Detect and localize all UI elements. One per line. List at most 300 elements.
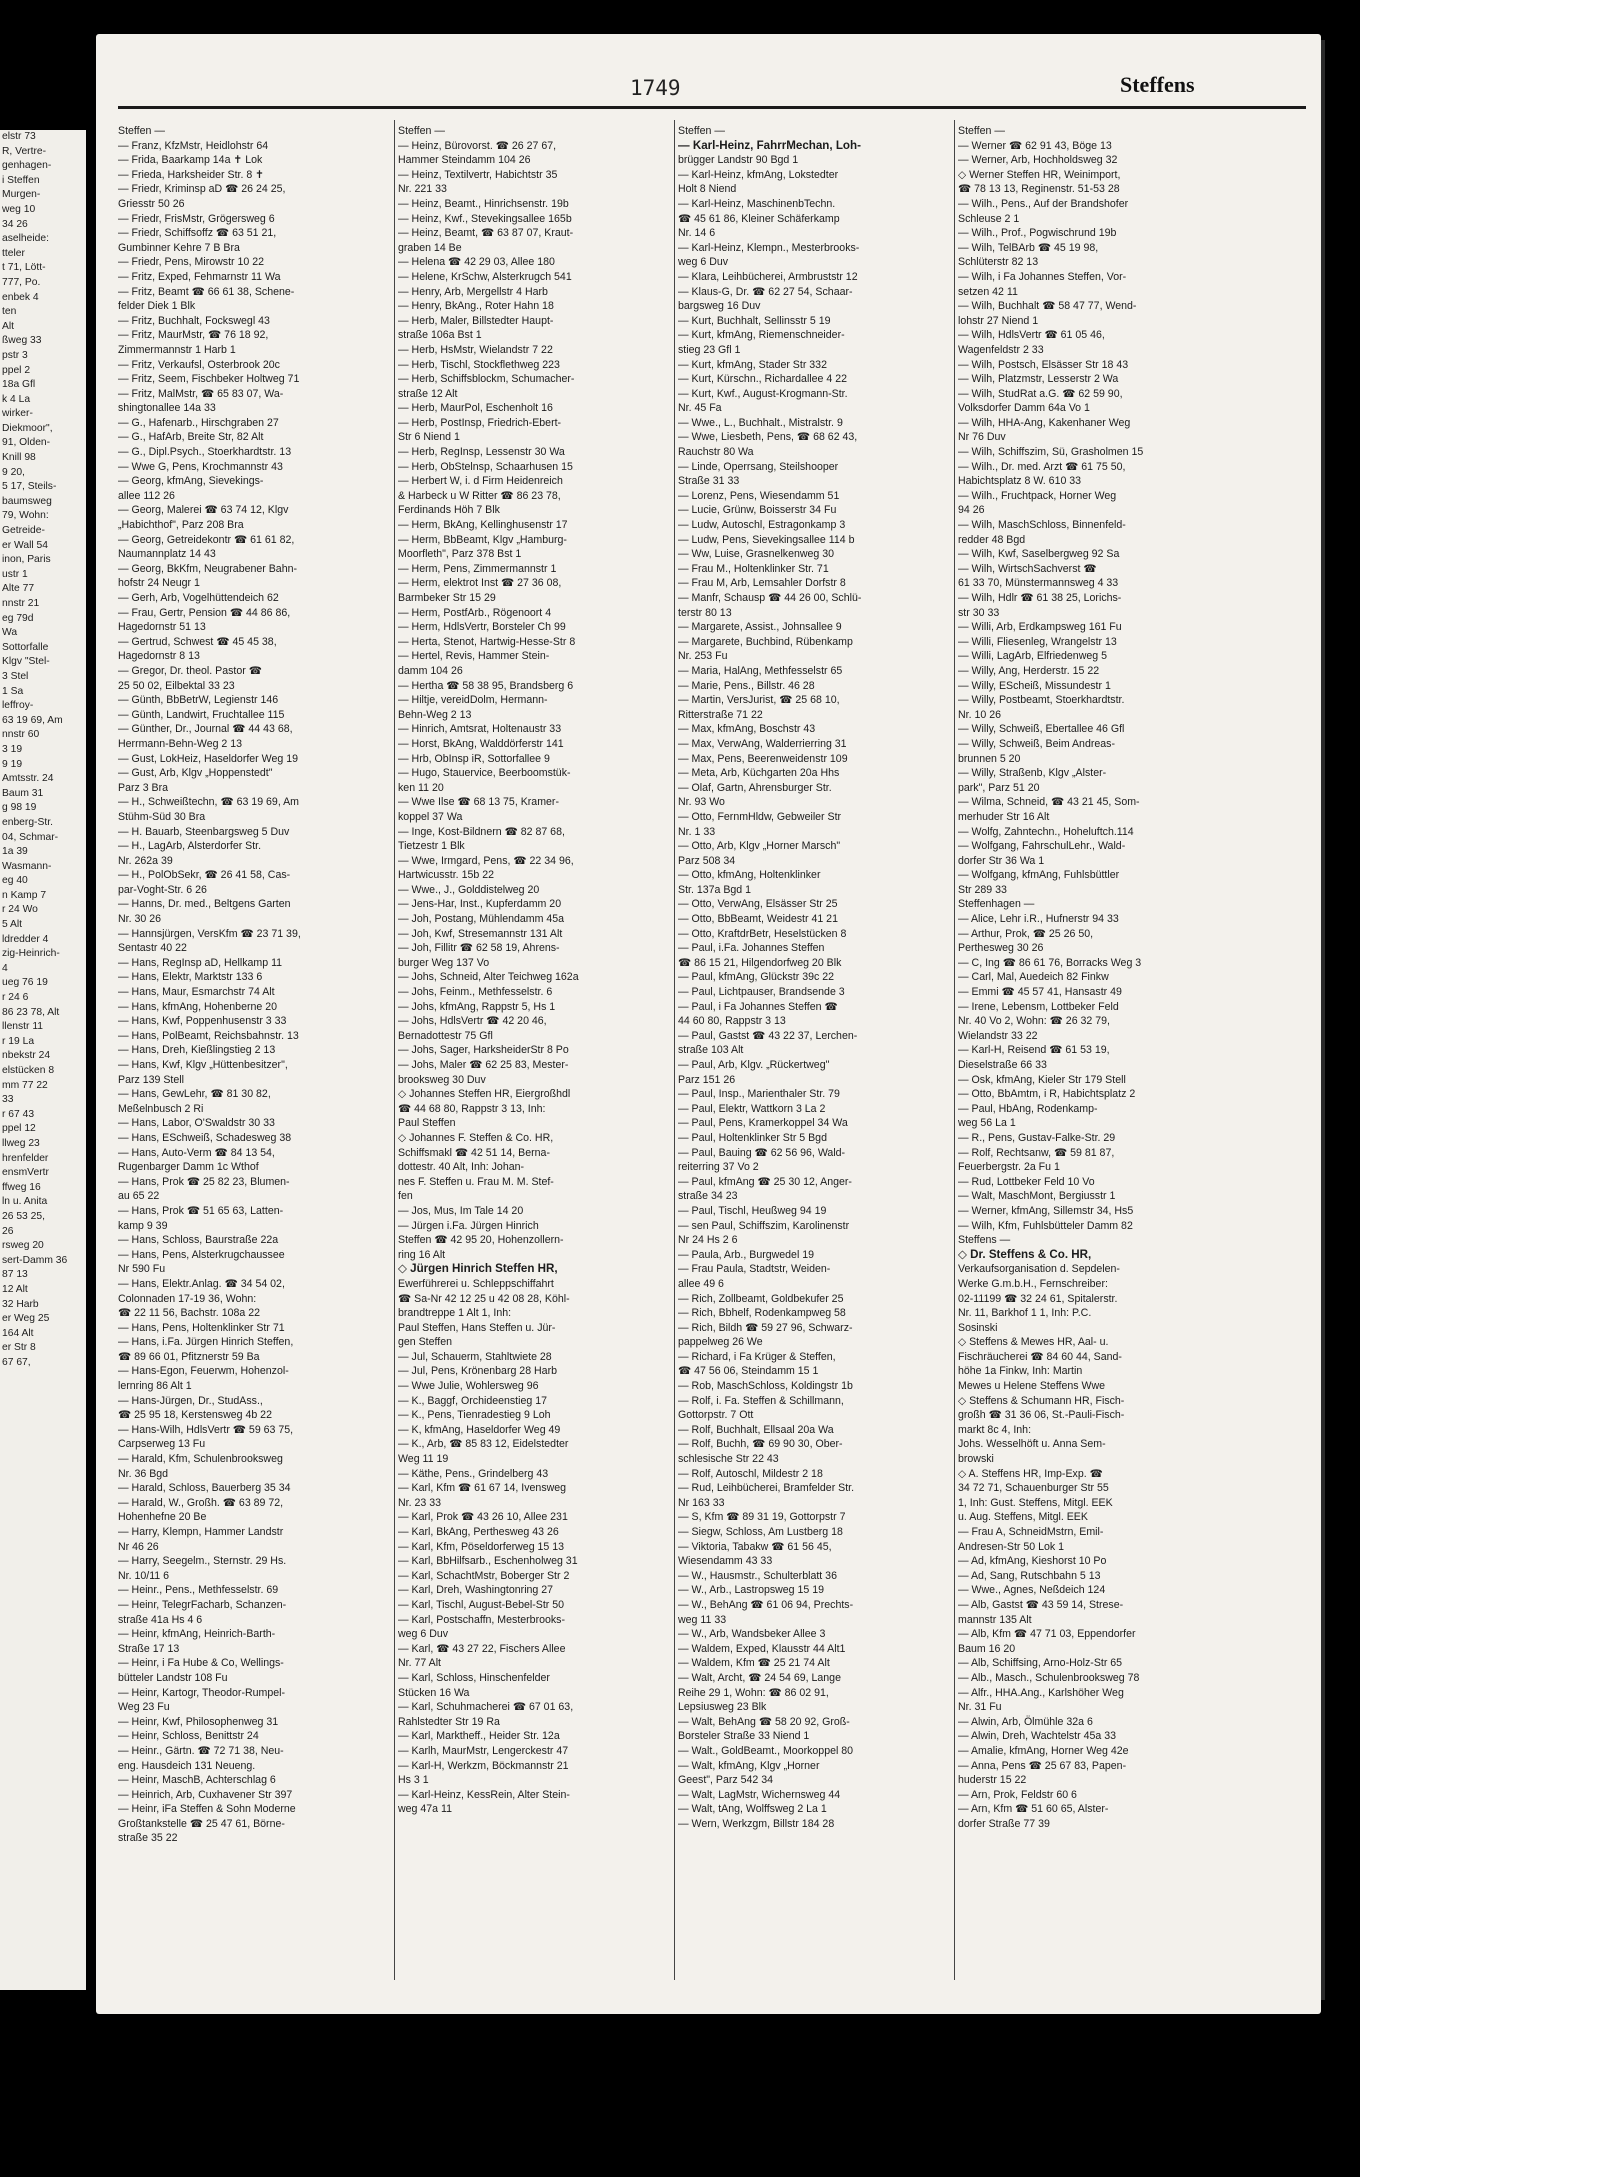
directory-entry: — Wilh, HHA-Ang, Kakenhaner Weg — [958, 416, 1131, 429]
fragment-line: ten — [2, 306, 17, 318]
directory-entry: ☎ 89 66 01, Pfitznerstr 59 Ba — [118, 1350, 260, 1363]
directory-entry: — Waldem, Kfm ☎ 25 21 74 Alt — [678, 1657, 830, 1670]
directory-entry: Werke G.m.b.H., Fernschreiber: — [958, 1277, 1108, 1290]
directory-entry: straße 34 23 — [678, 1190, 738, 1203]
directory-column-2 — [398, 124, 672, 1984]
directory-entry: — Johs, Sager, HarksheiderStr 8 Po — [398, 1044, 569, 1057]
directory-entry: — Herm, elektrot Inst ☎ 27 36 08, — [398, 577, 562, 590]
fragment-line: er Wall 54 — [2, 539, 48, 551]
directory-entry: — Paul, kfmAng ☎ 25 30 12, Anger- — [678, 1175, 852, 1188]
directory-entry: — Jul, Schauerm, Stahltwiete 28 — [398, 1350, 552, 1363]
directory-entry: — Hans, RegInsp aD, Hellkamp 11 — [118, 956, 283, 969]
fragment-line: leffroy- — [2, 700, 34, 712]
fragment-line: nnstr 21 — [2, 598, 40, 609]
directory-entry: Volksdorfer Damm 64a Vo 1 — [958, 402, 1090, 415]
directory-entry: — Wwe Ilse ☎ 68 13 75, Kramer- — [398, 796, 559, 809]
directory-entry: — Hrb, ObInsp iR, Sottorfallee 9 — [398, 752, 550, 765]
directory-entry: — W., Arb, Wandsbeker Allee 3 — [678, 1628, 826, 1641]
directory-entry: — Jul, Pens, Krönenbarg 28 Harb — [398, 1365, 557, 1378]
directory-entry: — Carl, Mal, Auedeich 82 Finkw — [958, 971, 1109, 984]
directory-entry: pappelweg 26 We — [678, 1336, 763, 1349]
fragment-line: mm 77 22 — [2, 1079, 48, 1091]
directory-entry: koppel 37 Wa — [398, 810, 463, 823]
directory-entry: Schlüterstr 82 13 — [958, 256, 1039, 269]
directory-entry: — Willy, Schweiß, Beim Andreas- — [958, 737, 1115, 750]
directory-entry: — Frida, Baarkamp 14a ✝ Lok — [118, 154, 263, 167]
directory-entry: — S, Kfm ☎ 89 31 19, Gottorpstr 7 — [678, 1511, 846, 1524]
fragment-line: Wa — [2, 627, 18, 639]
directory-entry: bütteler Landstr 108 Fu — [118, 1671, 228, 1684]
fragment-line: t 71, Lött- — [2, 262, 46, 274]
fragment-line: enbek 4 — [2, 291, 39, 303]
directory-entry: — Karl, Schloss, Hinschenfelder — [398, 1671, 550, 1684]
directory-entry: — Walt, Archt, ☎ 24 54 69, Lange — [678, 1671, 841, 1684]
directory-entry: ☎ 45 61 86, Kleiner Schäferkamp — [678, 212, 840, 225]
directory-entry: — Hans, i.Fa. Jürgen Hinrich Steffen, — [118, 1336, 294, 1349]
directory-entry: — Arn, Prok, Feldstr 60 6 — [958, 1788, 1077, 1801]
directory-entry: — Paul, Arb, Klgv. „Rückertweg" — [678, 1059, 830, 1071]
directory-entry: — Otto, BbAmtm, i R, Habichtsplatz 2 — [958, 1088, 1136, 1101]
directory-entry: — G., HafArb, Breite Str, 82 Alt — [118, 431, 264, 444]
fragment-line: 34 26 — [2, 218, 28, 230]
directory-entry: — Fritz, Beamt ☎ 66 61 38, Schene- — [118, 285, 295, 298]
directory-entry: — Karl, Prok ☎ 43 26 10, Allee 231 — [398, 1511, 568, 1524]
directory-entry: — Wilh, Hdlr ☎ 61 38 25, Lorichs- — [958, 592, 1122, 604]
directory-entry: — Kurt, kfmAng, Stader Str 332 — [678, 358, 827, 371]
directory-entry: — Anna, Pens ☎ 25 67 83, Papen- — [958, 1759, 1127, 1772]
directory-entry: Verkaufsorganisation d. Sepdelen- — [958, 1263, 1120, 1276]
directory-entry: — Ad, Sang, Rutschbahn 5 13 — [958, 1569, 1101, 1582]
fragment-line: r 24 Wo — [2, 904, 38, 916]
directory-entry: — Marie, Pens., Billstr. 46 28 — [678, 679, 815, 692]
directory-entry: — Walt, kfmAng, Klgv „Horner — [678, 1759, 820, 1772]
directory-entry: — Heinz, Beamt, ☎ 63 87 07, Kraut- — [398, 227, 574, 240]
directory-entry: — Paul, Pens, Kramerkoppel 34 Wa — [678, 1117, 848, 1130]
directory-entry: — Hans, PolBeamt, Reichsbahnstr. 13 — [118, 1029, 299, 1042]
directory-entry: — Frau Paula, Stadtstr, Weiden- — [678, 1263, 831, 1276]
directory-entry: Hartwicusstr. 15b 22 — [398, 869, 494, 882]
directory-entry: — Willy, EScheiß, Missundestr 1 — [958, 679, 1111, 692]
fragment-line: ffweg 16 — [2, 1181, 41, 1193]
fragment-line: 67 67, — [2, 1356, 31, 1368]
fragment-line: inon, Paris — [2, 554, 51, 566]
directory-entry: — Maria, HalAng, Methfesselstr 65 — [678, 664, 843, 677]
directory-entry: — Paul, Bauing ☎ 62 56 96, Wald- — [678, 1146, 846, 1159]
directory-entry: redder 48 Bgd — [958, 533, 1026, 546]
directory-entry: — Helena ☎ 42 29 03, Allee 180 — [398, 256, 555, 269]
directory-entry: dorfer Straße 77 39 — [958, 1817, 1050, 1830]
directory-entry: kamp 9 39 — [118, 1219, 168, 1232]
directory-entry: — Friedr, Pens, Mirowstr 10 22 — [118, 256, 265, 269]
directory-entry: Wiesendamm 43 33 — [678, 1555, 773, 1568]
directory-entry: „Habichthof", Parz 208 Bra — [118, 519, 244, 532]
directory-entry: — Wilh., Prof., Pogwischrund 19b — [958, 227, 1117, 240]
directory-entry: Stücken 16 Wa — [398, 1686, 470, 1699]
directory-entry: Schiffsmakl ☎ 42 51 14, Berna- — [398, 1146, 550, 1159]
directory-entry: — Henry, BkAng., Roter Hahn 18 — [398, 300, 554, 313]
directory-entry: Reihe 29 1, Wohn: ☎ 86 02 91, — [678, 1686, 829, 1699]
directory-entry: — Harald, Kfm, Schulenbrooksweg — [118, 1453, 283, 1466]
directory-entry: — Harald, W., Großh. ☎ 63 89 72, — [118, 1496, 284, 1509]
directory-entry: — Waldem, Exped, Klausstr 44 Alt1 — [678, 1642, 846, 1655]
directory-entry: — K., Pens, Tienradestieg 9 Loh — [398, 1409, 551, 1422]
directory-entry: Baum 16 20 — [958, 1642, 1016, 1655]
directory-entry: — Herm, Pens, Zimmermannstr 1 — [398, 562, 557, 575]
fragment-line: er Str 8 — [2, 1342, 36, 1354]
directory-entry: Meßelnbusch 2 Ri — [118, 1102, 204, 1115]
fragment-line: k 4 La — [2, 393, 31, 405]
directory-entry: — Walt, LagMstr, Wichernsweg 44 — [678, 1788, 841, 1801]
previous-page-fragment — [0, 130, 86, 1990]
directory-entry: — Frieda, Harksheider Str. 8 ✝ — [118, 168, 265, 181]
directory-entry: — Hans, Kwf, Klgv „Hüttenbesitzer", — [118, 1059, 288, 1071]
directory-entry: — Georg, Malerei ☎ 63 74 12, Klgv — [118, 504, 289, 517]
directory-entry: — Willy, Postbeamt, Stoerkhardtstr. — [958, 694, 1125, 707]
directory-entry: — Amalie, kfmAng, Horner Weg 42e — [958, 1744, 1129, 1757]
directory-entry: Nr 163 33 — [678, 1496, 725, 1509]
directory-entry: — Hans, Schloss, Baurstraße 22a — [118, 1234, 279, 1247]
directory-entry: — Hans, Prok ☎ 51 65 63, Latten- — [118, 1204, 284, 1217]
directory-entry: — Fritz, Exped, Fehmarnstr 11 Wa — [118, 270, 281, 283]
fragment-line: 63 19 69, Am — [2, 714, 63, 726]
directory-entry: — Werner, Arb, Hochholdsweg 32 — [958, 154, 1118, 167]
directory-entry: Ewerführerei u. Schleppschiffahrt — [398, 1277, 554, 1290]
fragment-line: llweg 23 — [2, 1137, 40, 1149]
directory-entry: — Friedr, Schiffsoffz ☎ 63 51 21, — [118, 227, 277, 240]
directory-entry: — Karl, SchachtMstr, Boberger Str 2 — [398, 1569, 570, 1582]
directory-entry: — Gertrud, Schwest ☎ 45 45 38, — [118, 635, 277, 648]
running-head: Steffens — [1120, 72, 1195, 97]
directory-entry: — Georg, Getreidekontr ☎ 61 61 82, — [118, 533, 295, 546]
directory-entry: ◇ A. Steffens HR, Imp-Exp. ☎ — [958, 1467, 1103, 1480]
directory-entry: — H. Bauarb, Steenbargsweg 5 Duv — [118, 825, 290, 838]
directory-entry: — Georg, BkKfm, Neugrabener Bahn- — [118, 562, 298, 575]
directory-entry: Hagedornstr 8 13 — [118, 650, 200, 663]
directory-entry: Tietzestr 1 Blk — [398, 840, 465, 853]
fragment-line: Alt — [2, 320, 15, 332]
directory-entry: Paul Steffen, Hans Steffen u. Jür- — [398, 1321, 556, 1334]
directory-entry: huderstr 15 22 — [958, 1774, 1027, 1787]
directory-entry: Weg 11 19 — [398, 1453, 449, 1466]
directory-entry: — Klara, Leihbücherei, Armbruststr 12 — [678, 270, 858, 283]
directory-entry: — Rich, Zollbeamt, Goldbekufer 25 — [678, 1292, 844, 1305]
directory-entry: par-Voght-Str. 6 26 — [118, 883, 207, 896]
directory-entry: Str. 137a Bgd 1 — [678, 883, 752, 896]
directory-entry: — Wwe., L., Buchhalt., Mistralstr. 9 — [678, 416, 843, 429]
directory-entry: — Paul, Holtenklinker Str 5 Bgd — [678, 1131, 827, 1144]
fragment-line: elstr 73 — [2, 131, 36, 142]
directory-entry: — Herb, HsMstr, Wielandstr 7 22 — [398, 343, 553, 356]
directory-entry: — Rolf, Buchh, ☎ 69 90 30, Ober- — [678, 1438, 843, 1451]
directory-entry: — Lucie, Grünw, Boisserstr 34 Fu — [678, 504, 837, 517]
directory-entry: Andresen-Str 50 Lok 1 — [958, 1540, 1064, 1553]
directory-entry: ☎ 47 56 06, Steindamm 15 1 — [678, 1365, 819, 1378]
directory-entry: Nr. 77 Alt — [398, 1657, 441, 1670]
directory-entry: straße 35 22 — [118, 1832, 178, 1845]
directory-entry: — Olaf, Gartn, Ahrensburger Str. — [678, 781, 832, 794]
fragment-line: aselheide: — [2, 233, 49, 245]
directory-entry: — Karl-Heinz, kfmAng, Lokstedter — [678, 168, 839, 181]
directory-entry: — Heinr, MaschB, Achterschlag 6 — [118, 1774, 276, 1787]
directory-entry: 34 72 71, Schauenburger Str 55 — [958, 1482, 1109, 1495]
directory-entry: ☎ 44 68 80, Rappstr 3 13, Inh: — [398, 1102, 546, 1115]
fragment-line: 87 13 — [2, 1269, 28, 1281]
directory-entry: — Gerh, Arb, Vogelhüttendeich 62 — [118, 592, 279, 604]
fragment-line: ppel 2 — [2, 364, 31, 376]
directory-entry: Gottorpstr. 7 Ott — [678, 1409, 754, 1422]
directory-entry: Nr 76 Duv — [958, 431, 1006, 444]
directory-entry: — Heinr, Schloss, Benittstr 24 — [118, 1730, 259, 1743]
fragment-line: 26 53 25, — [2, 1210, 45, 1222]
directory-entry: Nr. 10 26 — [958, 708, 1001, 721]
directory-entry: — Johs, HdlsVertr ☎ 42 20 46, — [398, 1015, 547, 1028]
directory-entry: — Karl-Heinz, Klempn., Mesterbrooks- — [678, 241, 860, 254]
directory-column-3 — [678, 124, 952, 1984]
directory-entry: — Fritz, Verkaufsl, Osterbrook 20c — [118, 358, 280, 371]
directory-entry: — Wilh, Kwf, Saselbergweg 92 Sa — [958, 548, 1120, 561]
column-divider — [674, 120, 675, 1980]
directory-entry: — Willi, Arb, Erdkampsweg 161 Fu — [958, 621, 1122, 634]
directory-entry: — Wilh., Fruchtpack, Horner Weg — [958, 489, 1117, 502]
directory-entry: Str 289 33 — [958, 883, 1007, 896]
directory-entry: — Wilh, Schiffszim, Sü, Grasholmen 15 — [958, 446, 1144, 459]
directory-entry: Nr. 45 Fa — [678, 402, 722, 415]
directory-entry: — Hanns, Dr. med., Beltgens Garten — [118, 898, 291, 911]
directory-entry: — Johs, kfmAng, Rappstr 5, Hs 1 — [398, 1000, 556, 1013]
directory-entry: schlesische Str 22 43 — [678, 1453, 779, 1466]
directory-entry: — Kurt, kfmAng, Riemenschneider- — [678, 329, 845, 342]
directory-entry: — Heinr, TelegrFacharb, Schanzen- — [118, 1598, 287, 1611]
directory-entry: — Rud, Lottbeker Feld 10 Vo — [958, 1175, 1095, 1188]
directory-entry: — Otto, FernmHldw, Gebweiler Str — [678, 810, 842, 823]
directory-entry: Nr. 1 33 — [678, 825, 716, 838]
directory-entry: Gumbinner Kehre 7 B Bra — [118, 241, 240, 254]
directory-entry: — Hertha ☎ 58 38 95, Brandsberg 6 — [398, 679, 574, 692]
directory-entry: — Frau A, SchneidMstrn, Emil- — [958, 1526, 1104, 1538]
directory-entry: — Jürgen i.Fa. Jürgen Hinrich — [398, 1219, 539, 1232]
directory-entry: — W., BehAng ☎ 61 06 94, Prechts- — [678, 1598, 854, 1611]
directory-entry: ◇ Johannes F. Steffen & Co. HR, — [398, 1131, 554, 1144]
directory-entry: — Alb, Kfm ☎ 47 71 03, Eppendorfer — [958, 1628, 1136, 1641]
directory-entry: — Otto, KraftdrBetr, Heselstücken 8 — [678, 927, 847, 940]
directory-entry: Nr. 221 33 — [398, 183, 447, 196]
fragment-line: 4 — [2, 962, 8, 974]
fragment-line: 32 Harb — [2, 1298, 39, 1310]
directory-entry: — Wilh, Kfm, Fuhlsbütteler Damm 82 — [958, 1219, 1133, 1232]
directory-entry: — Hans, Pens, Alsterkrugchaussee — [118, 1248, 285, 1261]
fragment-line: ensmVertr — [2, 1167, 49, 1179]
fragment-line: 5 Alt — [2, 919, 23, 931]
directory-entry: — Fritz, Buchhalt, Fockswegl 43 — [118, 314, 270, 327]
directory-entry: — Paul, HbAng, Rodenkamp- — [958, 1102, 1098, 1115]
directory-entry: — Wilh, MaschSchloss, Binnenfeld- — [958, 519, 1126, 532]
directory-entry: — Ludw, Autoschl, Estragonkamp 3 — [678, 519, 846, 532]
directory-entry: — Gust, LokHeiz, Haseldorfer Weg 19 — [118, 752, 298, 765]
fragment-line: Wasmann- — [2, 860, 52, 872]
directory-entry: 44 60 80, Rappstr 3 13 — [678, 1015, 786, 1028]
fragment-line: r 67 43 — [2, 1108, 35, 1120]
directory-entry: Griesstr 50 26 — [118, 197, 185, 210]
directory-entry: — Margarete, Buchbind, Rübenkamp — [678, 635, 853, 648]
directory-entry: — Otto, VerwAng, Elsässer Str 25 — [678, 898, 838, 911]
directory-entry: — Arthur, Prok, ☎ 25 26 50, — [958, 927, 1094, 940]
directory-entry: — Klaus-G, Dr. ☎ 62 27 54, Schaar- — [678, 285, 853, 298]
directory-entry: Sosinski — [958, 1321, 998, 1334]
directory-entry: Bernadottestr 75 Gfl — [398, 1029, 493, 1042]
directory-entry: ◇ Jürgen Hinrich Steffen HR, — [398, 1262, 558, 1276]
directory-entry: — Herb, PostInsp, Friedrich-Ebert- — [398, 416, 562, 429]
header-rule — [118, 106, 1306, 109]
directory-entry: burger Weg 137 Vo — [398, 956, 490, 969]
directory-entry: — Heinr, iFa Steffen & Sohn Moderne — [118, 1803, 296, 1816]
directory-entry: Mewes u Helene Steffens Wwe — [958, 1380, 1106, 1393]
directory-entry: Habichtsplatz 8 W. 610 33 — [958, 475, 1082, 488]
directory-entry: — Karl, Schuhmacherei ☎ 67 01 63, — [398, 1701, 574, 1714]
directory-entry: ◇ Johannes Steffen HR, Eiergroßhdl — [398, 1088, 571, 1101]
directory-entry: — Karl, ☎ 43 27 22, Fischers Allee — [398, 1642, 566, 1655]
directory-entry: Geest", Parz 542 34 — [678, 1774, 774, 1787]
directory-entry: — Hans, Prok ☎ 25 82 23, Blumen- — [118, 1175, 290, 1188]
fragment-line: 164 Alt — [2, 1327, 34, 1339]
directory-entry: — Emmi ☎ 45 57 41, Hansastr 49 — [958, 986, 1122, 999]
directory-entry: — Karl-Heinz, FahrrMechan, Loh- — [678, 138, 861, 152]
fragment-line: ßweg 33 — [2, 335, 42, 347]
directory-entry: — Herb, RegInsp, Lessenstr 30 Wa — [398, 446, 565, 459]
directory-entry: — Karl, Tischl, August-Bebel-Str 50 — [398, 1598, 565, 1611]
directory-entry: — Joh, Fillitr ☎ 62 58 19, Ahrens- — [398, 942, 560, 955]
fragment-line: 9 19 — [2, 758, 23, 770]
directory-entry: — Karlh, MaurMstr, Lengerckestr 47 — [398, 1744, 569, 1757]
directory-entry: Steffen ☎ 42 95 20, Hohenzollern- — [398, 1234, 564, 1247]
directory-entry: — Alice, Lehr i.R., Hufnerstr 94 33 — [958, 913, 1119, 926]
directory-entry: eng. Hausdeich 131 Neueng. — [118, 1759, 256, 1772]
directory-entry: Steffenhagen — — [958, 898, 1035, 911]
directory-entry: — Paul, Gastst ☎ 43 22 37, Lerchen- — [678, 1029, 858, 1042]
directory-column-1 — [118, 124, 392, 1984]
directory-entry: — Meta, Arb, Küchgarten 20a Hhs — [678, 767, 840, 780]
directory-entry: str 30 33 — [958, 606, 1000, 619]
directory-entry: — Walt., GoldBeamt., Moorkoppel 80 — [678, 1744, 854, 1757]
directory-entry: — Hans, Elektr.Anlag. ☎ 34 54 02, — [118, 1277, 285, 1290]
directory-entry: Rugenbarger Damm 1c Wthof — [118, 1161, 259, 1174]
directory-entry: weg 56 La 1 — [958, 1117, 1016, 1130]
column-heading: Steffen — — [958, 125, 1005, 137]
directory-entry: — G., Dipl.Psych., Stoerkhardtstr. 13 — [118, 446, 292, 459]
fragment-line: eg 40 — [2, 875, 28, 887]
page-edge-shadow — [1321, 40, 1325, 2000]
directory-entry: Rauchstr 80 Wa — [678, 446, 754, 459]
directory-entry: — Karl, BkAng, Perthesweg 43 26 — [398, 1526, 559, 1538]
directory-entry: Nr. 31 Fu — [958, 1701, 1002, 1714]
directory-entry: — Hans, Auto-Verm ☎ 84 13 54, — [118, 1146, 275, 1159]
directory-entry: Ritterstraße 71 22 — [678, 708, 763, 721]
fragment-line: Murgen- — [2, 189, 41, 201]
fragment-line: ln u. Anita — [2, 1196, 48, 1208]
directory-entry: dottestr. 40 Alt, Inh: Johan- — [398, 1161, 525, 1174]
directory-entry: Stühm-Süd 30 Bra — [118, 810, 206, 823]
directory-entry: — Otto, Arb, Klgv „Horner Marsch" — [678, 840, 841, 853]
fragment-line: R, Vertre- — [2, 145, 47, 157]
fragment-line: g 98 19 — [2, 802, 37, 814]
directory-entry: Johs. Wesselhöft u. Anna Sem- — [958, 1438, 1106, 1451]
directory-entry: — Heinr, i Fa Hube & Co, Wellings- — [118, 1657, 284, 1670]
directory-entry: & Harbeck u W Ritter ☎ 86 23 78, — [398, 489, 561, 502]
fragment-line: sert-Damm 36 — [2, 1254, 68, 1266]
fragment-line: rsweg 20 — [2, 1240, 44, 1252]
directory-entry: gen Steffen — [398, 1336, 452, 1349]
directory-entry: — Herb, ObStelnsp, Schaarhusen 15 — [398, 460, 573, 473]
fragment-line: 91, Olden- — [2, 437, 51, 449]
fragment-line: Knill 98 — [2, 452, 36, 464]
directory-entry: — Herb, Tischl, Stockflethweg 223 — [398, 358, 560, 371]
directory-entry: Carpserweg 13 Fu — [118, 1438, 206, 1451]
directory-entry: — Günther, Dr., Journal ☎ 44 43 68, — [118, 723, 293, 736]
fragment-line: ldredder 4 — [2, 933, 49, 945]
directory-entry: Wielandstr 33 22 — [958, 1029, 1038, 1042]
column-heading: Steffen — — [398, 125, 445, 137]
directory-entry: — Otto, BbBeamt, Weidestr 41 21 — [678, 913, 838, 926]
directory-entry: — K., Arb, ☎ 85 83 12, Eidelstedter — [398, 1438, 569, 1451]
directory-entry: — Paula, Arb., Burgwedel 19 — [678, 1248, 815, 1261]
directory-entry: — Hiltje, vereidDolm, Hermann- — [398, 694, 548, 707]
directory-entry: — Heinrich, Arb, Cuxhavener Str 397 — [118, 1788, 293, 1801]
directory-entry: — Manfr, Schausp ☎ 44 26 00, Schlü- — [678, 592, 862, 604]
fragment-line: 04, Schmar- — [2, 831, 59, 843]
directory-entry: Ferdinands Höh 7 Blk — [398, 504, 500, 517]
directory-entry: — Gregor, Dr. theol. Pastor ☎ — [118, 664, 262, 677]
directory-entry: Holt 8 Niend — [678, 183, 737, 196]
directory-entry: markt 8c 4, Inh: — [958, 1423, 1032, 1436]
directory-entry: Parz 3 Bra — [118, 781, 169, 794]
directory-entry: — Martin, VersJurist, ☎ 25 68 10, — [678, 694, 840, 707]
fragment-line: 3 Stel — [2, 670, 29, 682]
fragment-line: 3 19 — [2, 743, 23, 755]
directory-entry: Paul Steffen — [398, 1117, 456, 1130]
directory-entry: — Wilh, TelBArb ☎ 45 19 98, — [958, 241, 1099, 254]
directory-entry: — W., Hausmstr., Schulterblatt 36 — [678, 1569, 837, 1582]
fragment-line: 18a Gfl — [2, 379, 36, 391]
directory-entry: — Herm, HdlsVertr, Borsteler Ch 99 — [398, 621, 566, 634]
directory-entry: — Paul, Elektr, Wattkorn 3 La 2 — [678, 1102, 826, 1115]
directory-entry: — Wilh., Dr. med. Arzt ☎ 61 75 50, — [958, 460, 1126, 473]
directory-entry: Parz 139 Stell — [118, 1073, 184, 1086]
directory-entry: Herrmann-Behn-Weg 2 13 — [118, 737, 243, 750]
directory-entry: Dieselstraße 66 33 — [958, 1059, 1047, 1071]
fragment-line: 9 20, — [2, 466, 25, 478]
directory-entry: — Friedr, Kriminsp aD ☎ 26 24 25, — [118, 183, 286, 196]
directory-entry: brandtreppe 1 Alt 1, Inh: — [398, 1307, 512, 1320]
directory-entry: u. Aug. Steffens, Mitgl. EEK — [958, 1511, 1088, 1524]
fragment-line: 12 Alt — [2, 1283, 28, 1295]
directory-entry: Nr 590 Fu — [118, 1263, 166, 1276]
directory-entry: Feuerbergstr. 2a Fu 1 — [958, 1161, 1060, 1174]
directory-entry: ◇ Steffens & Mewes HR, Aal- u. — [958, 1336, 1109, 1349]
directory-entry: — sen Paul, Schiffszim, Karolinenstr — [678, 1219, 850, 1232]
directory-entry: — Friedr, FrisMstr, Grögersweg 6 — [118, 212, 275, 225]
directory-entry: 94 26 — [958, 504, 985, 517]
directory-entry: — Viktoria, Tabakw ☎ 61 56 45, — [678, 1540, 832, 1553]
directory-entry: ☎ 25 95 18, Kerstensweg 4b 22 — [118, 1409, 272, 1422]
directory-entry: — Osk, kfmAng, Kieler Str 179 Stell — [958, 1073, 1126, 1086]
directory-entry: — Herm, PostfArb., Rögenoort 4 — [398, 606, 552, 619]
directory-entry: — Hans-Wilh, HdlsVertr ☎ 59 63 75, — [118, 1423, 294, 1436]
directory-entry: — Rob, MaschSchloss, Koldingstr 1b — [678, 1380, 853, 1393]
directory-entry: — Heinr., Gärtn. ☎ 72 71 38, Neu- — [118, 1744, 284, 1757]
directory-entry: 1, Inh: Gust. Steffens, Mitgl. EEK — [958, 1496, 1113, 1509]
directory-entry: — Werner, kfmAng, Sillemstr 34, Hs5 — [958, 1204, 1134, 1217]
directory-entry: — Inge, Kost-Bildnern ☎ 82 87 68, — [398, 825, 565, 838]
fragment-line: weg 10 — [2, 203, 36, 215]
